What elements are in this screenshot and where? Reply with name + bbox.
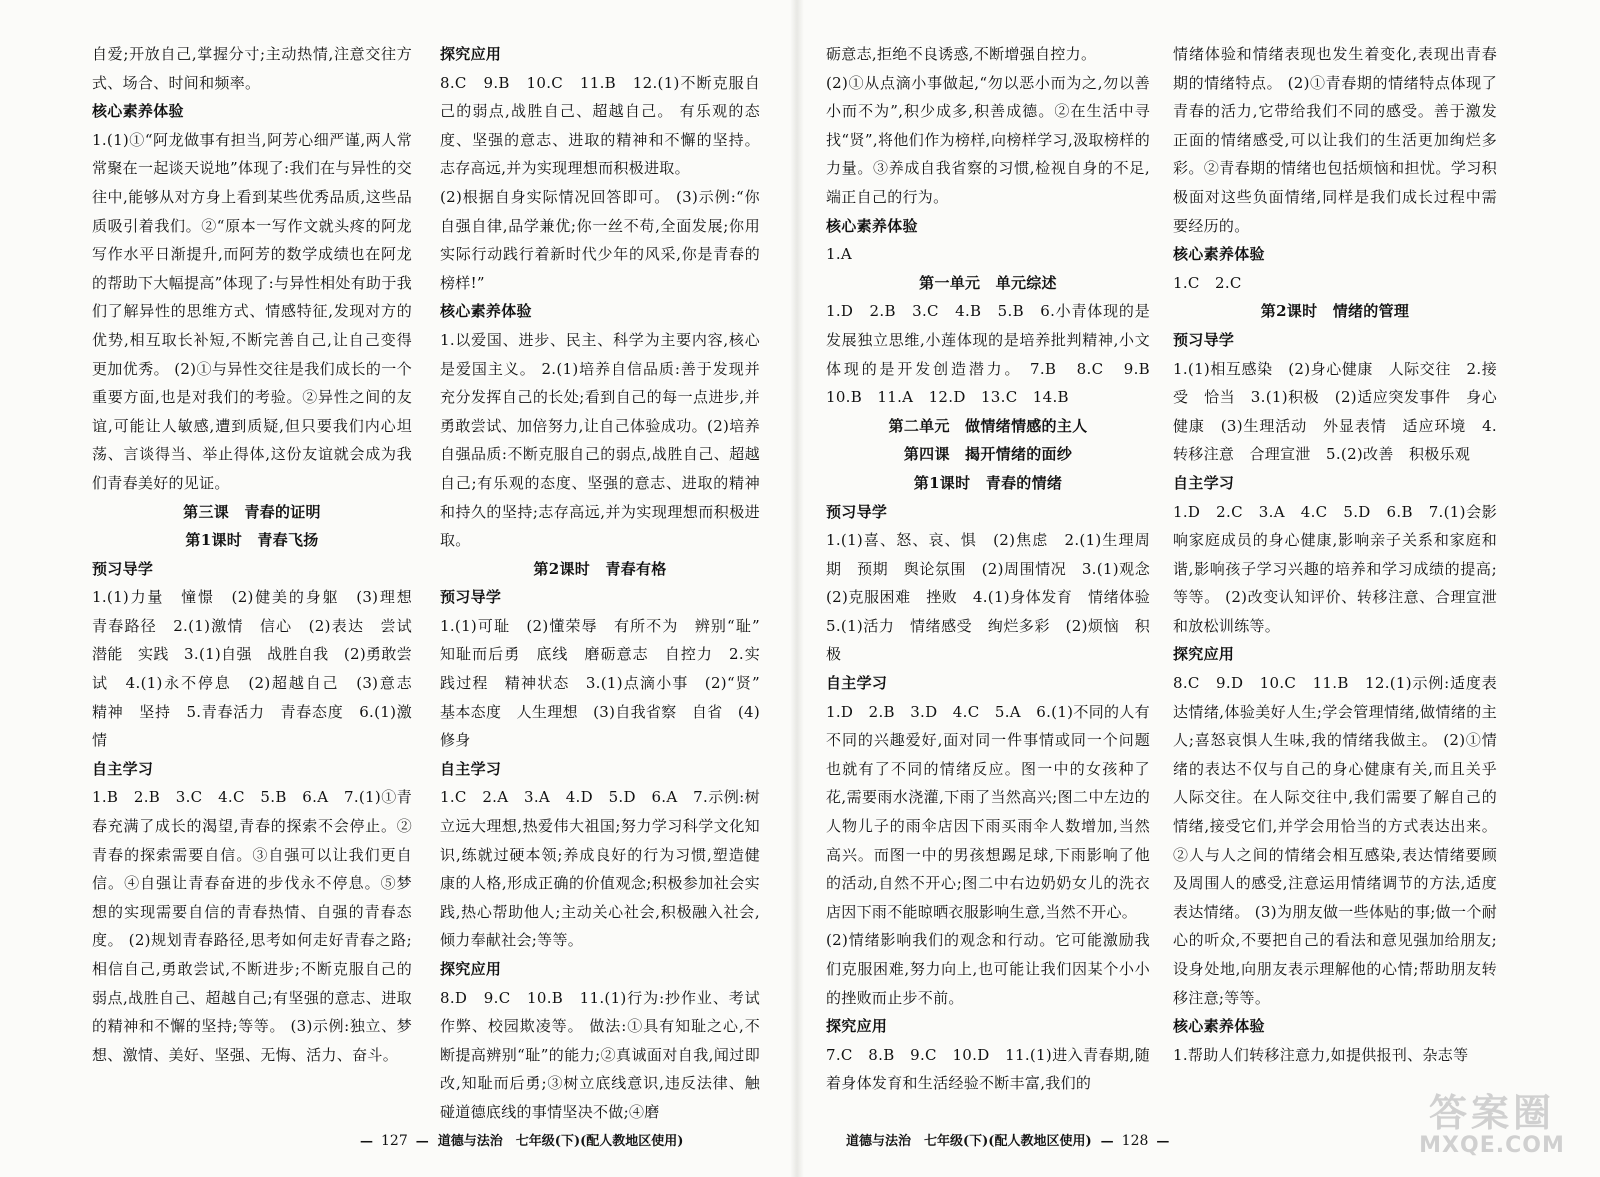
section-heading: 自主学习	[92, 759, 154, 778]
answer-paragraph: 1.D 2.B 3.D 4.C 5.A 6.(1)不同的人有不同的兴趣爱好,面对同一件事情或同一个问题也就有了不同的情绪反应。图一中的女孩种了花,需要雨水浇灌,下雨了当然高兴;图二中左边的人物儿子的雨伞店因下雨买雨伞人数增加,当然高兴。而图一中的男孩想踢足球,下雨影响了他的活动,自然不开心;图二中右边奶奶女儿的洗衣店因下雨不能晾晒衣服影响生意,当然不开心。	[826, 702, 1150, 921]
watermark-logo: 答案圈	[1428, 1091, 1555, 1135]
section-heading: 预习导学	[1173, 330, 1235, 349]
column-4	[1173, 40, 1497, 1069]
section-heading: 核心素养体验	[440, 302, 532, 321]
lesson-title: 第一单元 单元综述	[919, 273, 1057, 292]
column-2	[440, 40, 776, 1127]
answer-paragraph: 8.C 9.B 10.C 11.B 12.(1)不断克服自己的弱点,战胜自己、超越自己。 有乐观的态度、坚强的意志、进取的精神和不懈的坚持。 志存高远,并为实现理想而积极进取。	[440, 73, 760, 178]
section-heading: 探究应用	[1173, 645, 1235, 664]
answer-paragraph: 1.C 2.C	[1173, 273, 1242, 292]
answer-paragraph: 情绪体验和情绪表现也发生着变化,表现出青春期的情绪特点。 (2)①青春期的情绪特点体现了青春的活力,它带给我们不同的感受。善于激发正面的情绪感受,可以让我们的生活更加绚烂多彩。②青春期的情绪也包括烦恼和担忧。学习积极面对这些负面情绪,同样是我们成长过程中需要经历的。	[1173, 45, 1497, 235]
answer-paragraph: 1.(1)喜、怒、哀、惧 (2)焦虑 2.(1)生理周期 预期 舆论氛围 (2)周围情况 3.(1)观念 (2)克服困难 挫败 4.(1)身体发育 情绪体验 5.(1)活力 情绪感受 绚烂多彩 (2)烦恼 积极	[826, 531, 1166, 664]
lesson-title: 第二单元 做情绪情感的主人	[888, 416, 1088, 435]
answer-paragraph: 1.D 2.B 3.C 4.B 5.B 6.小青体现的是发展独立思维,小莲体现的是培养批判精神,小文体现的是开发创造潜力。 7.B 8.C 9.B 10.B 11.A 12.D 13.C 14.B	[826, 302, 1166, 407]
footer-dash: —	[1156, 1134, 1170, 1149]
footer-left	[360, 1130, 683, 1149]
answer-paragraph: 1.(1)相互感染 (2)身心健康 人际交往 2.接受 恰当 3.(1)积极 (2)适应突发事件 身心健康 (3)生理活动 外显表情 适应环境 4.转移注意 合理宣泄 5.(2)改善 积极乐观	[1173, 359, 1497, 464]
lesson-title: 第1课时 青春飞扬	[185, 531, 319, 550]
column-3	[826, 40, 1166, 1098]
answer-paragraph: 1.D 2.C 3.A 4.C 5.D 6.B 7.(1)会影响家庭成员的身心健康,影响亲子关系和家庭和谐,影响孩子学习兴趣的培养和学习成绩的提高;等等。 (2)改变认知评价、转移注意、合理宣泄和放松训练等。	[1173, 502, 1497, 635]
answer-paragraph: 1.(1)①“阿龙做事有担当,阿芳心细严谨,两人常常聚在一起谈天说地”体现了:我们在与异性的交往中,能够从对方身上看到某些优秀品质,这些品质吸引着我们。②“原本一写作文就头疼的阿龙写作水平日渐提升,而阿芳的数学成绩也在阿龙的帮助下大幅提高”体现了:与异性相处有助于我们了解异性的思维方式、情感特征,发现对方的优势,相互取长补短,不断完善自己,让自己变得更加优秀。 (2)①与异性交往是我们成长的一个重要方面,也是对我们的考验。②异性之间的友谊,可能让人敏感,遭到质疑,但只要我们内心坦荡、言谈得当、举止得体,这份友谊就会成为我们青春美好的见证。	[92, 130, 412, 492]
answer-paragraph: (2)情绪影响我们的观念和行动。它可能激励我们克服困难,努力向上,也可能让我们因某个小小的挫败而止步不前。	[826, 931, 1150, 1007]
section-heading: 自主学习	[1173, 473, 1235, 492]
answer-paragraph: 8.D 9.C 10.B 11.(1)行为:抄作业、考试作弊、校园欺凌等。 做法:①具有知耻之心,不断提高辨别“耻”的能力;②真诚面对自我,闻过即改,知耻而后勇;③树立底线意识,违反法律、触碰道德底线的事情坚决不做;④磨	[440, 988, 760, 1121]
footer-title-right: 道德与法治 七年级(下)(配人教地区使用)	[846, 1134, 1092, 1149]
answer-paragraph: 1.帮助人们转移注意力,如提供报刊、杂志等	[1173, 1045, 1469, 1064]
section-heading: 自主学习	[440, 759, 502, 778]
answer-paragraph: 1.A	[826, 245, 853, 264]
answer-paragraph: 砺意志,拒绝不良诱惑,不断增强自控力。	[826, 45, 1097, 63]
answer-paragraph: 1.(1)可耻 (2)懂荣辱 有所不为 辨别“耻” 知耻而后勇 底线 磨砺意志 自控力 2.实践过程 精神状态 3.(1)点滴小事 (2)“贤” 基本态度 人生理想 (3)自我省察 自省 (4)修身	[440, 616, 776, 750]
footer-dash: —	[415, 1134, 429, 1149]
section-heading: 预习导学	[826, 502, 888, 521]
answer-paragraph: 8.C 9.D 10.C 11.B 12.(1)示例:适度表达情绪,体验美好人生;学会管理情绪,做情绪的主人;喜怒哀惧人生味,我的情绪我做主。 (2)①情绪的表达不仅与自己的身心健康有关,而且关乎人际交往。在人际交往中,我们需要了解自己的情绪,接受它们,并学会用恰当的方式表达出来。②人与人之间的情绪会相互感染,表达情绪要顾及周围人的感受,注意运用情绪调节的方法,适度表达情绪。 (3)为朋友做一些体贴的事;做一个耐心的听众,不要把自己的看法和意见强加给朋友;设身处地,向朋友表示理解他的心情;帮助朋友转移注意;等等。	[1173, 674, 1497, 1007]
lesson-title: 第2课时 情绪的管理	[1260, 302, 1410, 321]
lesson-title: 第三课 青春的证明	[183, 502, 321, 521]
lesson-title: 第1课时 青春的情绪	[913, 473, 1063, 492]
answer-paragraph: 1.B 2.B 3.C 4.C 5.B 6.A 7.(1)①青春充满了成长的渴望,青春的探索不会停止。②青春的探索需要自信。③自强可以让我们更自信。④自强让青春奋进的步伐永不停息。⑤梦想的实现需要自信的青春热情、自强的青春态度。 (2)规划青春路径,思考如何走好青春之路;相信自己,勇敢尝试,不断进步;不断克服自己的弱点,战胜自己、超越自己;有坚强的意志、进取的精神和不懈的坚持;等等。 (3)示例:独立、梦想、激情、美好、坚强、无悔、活力、奋斗。	[92, 788, 412, 1064]
footer-right	[846, 1130, 1169, 1149]
section-heading: 自主学习	[826, 674, 888, 693]
column-1	[92, 40, 428, 1069]
section-heading: 核心素养体验	[92, 102, 184, 121]
answer-paragraph: 1.以爱国、进步、民主、科学为主要内容,核心是爱国主义。 2.(1)培养自信品质:善于发现并充分发挥自己的长处;看到自己的每一点进步,并勇敢尝试、加倍努力,让自己体验成功。(2)培养自强品质:不断克服自己的弱点,战胜自己、超越自己;有乐观的态度、坚强的意志、进取的精神和持久的坚持;志存高远,并为实现理想而积极进取。	[440, 330, 760, 550]
section-heading: 核心素养体验	[826, 216, 918, 235]
section-heading: 预习导学	[440, 588, 502, 607]
watermark-url: MXQE.COM	[1419, 1133, 1565, 1158]
answer-paragraph: (2)①从点滴小事做起,“勿以恶小而为之,勿以善小而不为”,积少成多,积善成德。②在生活中寻找“贤”,将他们作为榜样,向榜样学习,汲取榜样的力量。③养成自我省察的习惯,检视自身的不足,端正自己的行为。	[826, 73, 1150, 206]
answer-paragraph: 1.(1)力量 憧憬 (2)健美的身躯 (3)理想 青春路径 2.(1)激情 信心 (2)表达 尝试 潜能 实践 3.(1)自强 战胜自我 (2)勇敢尝试 4.(1)永不停息 (2)超越自己 (3)意志 精神 坚持 5.青春活力 青春态度 6.(1)激情	[92, 588, 428, 750]
watermark	[1402, 1093, 1582, 1163]
footer-title-left: 道德与法治 七年级(下)(配人教地区使用)	[437, 1134, 684, 1149]
book-gutter	[790, 0, 804, 1177]
page-number-right: 128	[1121, 1133, 1149, 1149]
footer-dash: —	[1100, 1134, 1114, 1149]
section-heading: 探究应用	[826, 1017, 888, 1036]
lesson-title: 第2课时 青春有格	[533, 559, 667, 578]
section-heading: 探究应用	[440, 960, 502, 978]
answer-paragraph: 7.C 8.B 9.C 10.D 11.(1)进入青春期,随着身体发育和生活经验不断丰富,我们的	[826, 1045, 1150, 1093]
section-heading: 核心素养体验	[1173, 1017, 1265, 1036]
answer-paragraph: 1.C 2.A 3.A 4.D 5.D 6.A 7.示例:树立远大理想,热爱伟大祖国;努力学习科学文化知识,练就过硬本领;养成良好的行为习惯,塑造健康的人格,形成正确的价值观念;积极参加社会实践,热心帮助他人;主动关心社会,积极融入社会,倾力奉献社会;等等。	[440, 788, 760, 950]
page-number-left: 127	[381, 1133, 408, 1149]
lesson-title: 第四课 揭开情绪的面纱	[903, 445, 1073, 464]
section-heading: 核心素养体验	[1173, 245, 1265, 264]
section-heading: 探究应用	[440, 45, 502, 63]
footer-dash: —	[360, 1134, 373, 1149]
answer-paragraph: 自爱;开放自己,掌握分寸;主动热情,注意交往方式、场合、时间和频率。	[92, 45, 412, 92]
section-heading: 预习导学	[92, 559, 154, 578]
answer-paragraph: (2)根据自身实际情况回答即可。 (3)示例:“你自强自律,品学兼优;你一丝不苟,全面发展;你用实际行动践行着新时代少年的风采,你是青春的榜样!”	[440, 187, 760, 292]
